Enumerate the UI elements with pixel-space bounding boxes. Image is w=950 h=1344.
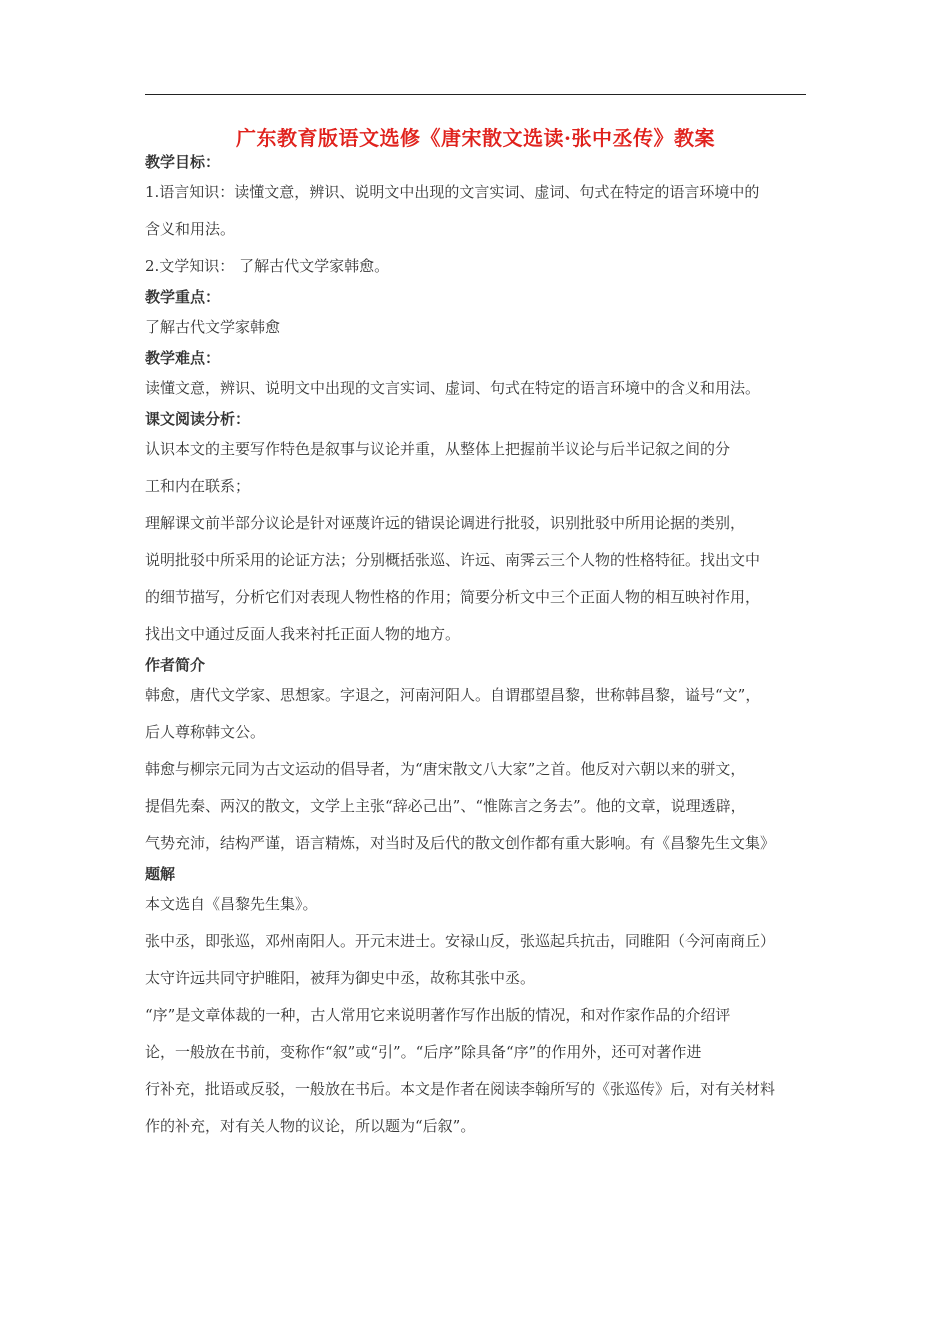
- text-line: 本文选自《昌黎先生集》。: [145, 895, 318, 913]
- analysis-paragraph-1: [145, 431, 810, 505]
- text-line: 含义和用法。: [145, 220, 236, 238]
- goals-item-1: [145, 174, 810, 248]
- text-line: 认识本文的主要写作特色是叙事与议论并重，从整体上把握前半议论与后半记叙之间的分: [145, 440, 731, 458]
- document-body: [145, 150, 810, 1145]
- analysis-paragraph-2: [145, 505, 810, 653]
- section-heading-author: 作者简介: [145, 656, 206, 674]
- text-line: 1.语言知识：读懂文意，辨识、说明文中出现的文言实词、虚词、句式在特定的语言环境中的: [145, 183, 760, 201]
- text-line: 找出文中通过反面人我来衬托正面人物的地方。: [145, 625, 461, 643]
- section-heading-goals: 教学目标：: [145, 153, 221, 171]
- text-line: 2.文学知识： 了解古代文学家韩愈。: [145, 257, 390, 275]
- text-line: 提倡先秦、两汉的散文，文学上主张“辞必己出”、“惟陈言之务去”。他的文章，说理透辟，: [145, 797, 746, 815]
- author-paragraph-2: [145, 751, 810, 862]
- text-line: 韩愈与柳宗元同为古文运动的倡导者，为“唐宋散文八大家”之首。他反对六朝以来的骈文，: [145, 760, 746, 778]
- text-line: 作的补充，对有关人物的议论，所以题为“后叙”。: [145, 1117, 476, 1135]
- goals-item-2: [145, 248, 810, 285]
- text-line: 张中丞，即张巡，邓州南阳人。开元末进士。安禄山反，张巡起兵抗击，同睢阳（今河南商丘）: [145, 932, 776, 950]
- explanation-paragraph-1: [145, 886, 810, 923]
- author-paragraph-1: [145, 677, 810, 751]
- key-points-text: [145, 309, 810, 346]
- section-heading-explanation: 题解: [145, 865, 176, 883]
- explanation-paragraph-3: [145, 997, 810, 1145]
- text-line: 的细节描写，分析它们对表现人物性格的作用；简要分析文中三个正面人物的相互映衬作用，: [145, 588, 761, 606]
- text-line: 论，一般放在书前，变称作“叙”或“引”。“后序”除具备“序”的作用外，还可对著作进: [145, 1043, 702, 1061]
- text-line: 韩愈，唐代文学家、思想家。字退之，河南河阳人。自谓郡望昌黎，世称韩昌黎，谥号“文”，: [145, 686, 761, 704]
- text-line: 理解课文前半部分议论是针对诬蔑许远的错误论调进行批驳，识别批驳中所用论据的类别，: [145, 514, 746, 532]
- difficulties-text: [145, 370, 810, 407]
- header-rule: [145, 94, 806, 95]
- explanation-paragraph-2: [145, 923, 810, 997]
- text-line: 太守许远共同守护睢阳，被拜为御史中丞，故称其张中丞。: [145, 969, 536, 987]
- text-line: 了解古代文学家韩愈: [145, 318, 281, 336]
- section-heading-key-points: 教学重点：: [145, 288, 221, 306]
- document-title: 广东教育版语文选修《唐宋散文选读·张中丞传》教案: [236, 126, 715, 150]
- text-line: 行补充，批语或反驳，一般放在书后。本文是作者在阅读李翰所写的《张巡传》后，对有关材料: [145, 1080, 776, 1098]
- text-line: 读懂文意，辨识、说明文中出现的文言实词、虚词、句式在特定的语言环境中的含义和用法。: [145, 379, 761, 397]
- text-line: 气势充沛，结构严谨，语言精炼，对当时及后代的散文创作都有重大影响。有《昌黎先生文集》: [145, 834, 776, 852]
- section-heading-analysis: 课文阅读分析：: [145, 410, 251, 428]
- text-line: “序”是文章体裁的一种，古人常用它来说明著作写作出版的情况，和对作家作品的介绍评: [145, 1006, 731, 1024]
- section-heading-difficulties: 教学难点：: [145, 349, 221, 367]
- text-line: 工和内在联系；: [145, 477, 251, 495]
- text-line: 说明批驳中所采用的论证方法；分别概括张巡、许远、南霁云三个人物的性格特征。找出文中: [145, 551, 761, 569]
- text-line: 后人尊称韩文公。: [145, 723, 266, 741]
